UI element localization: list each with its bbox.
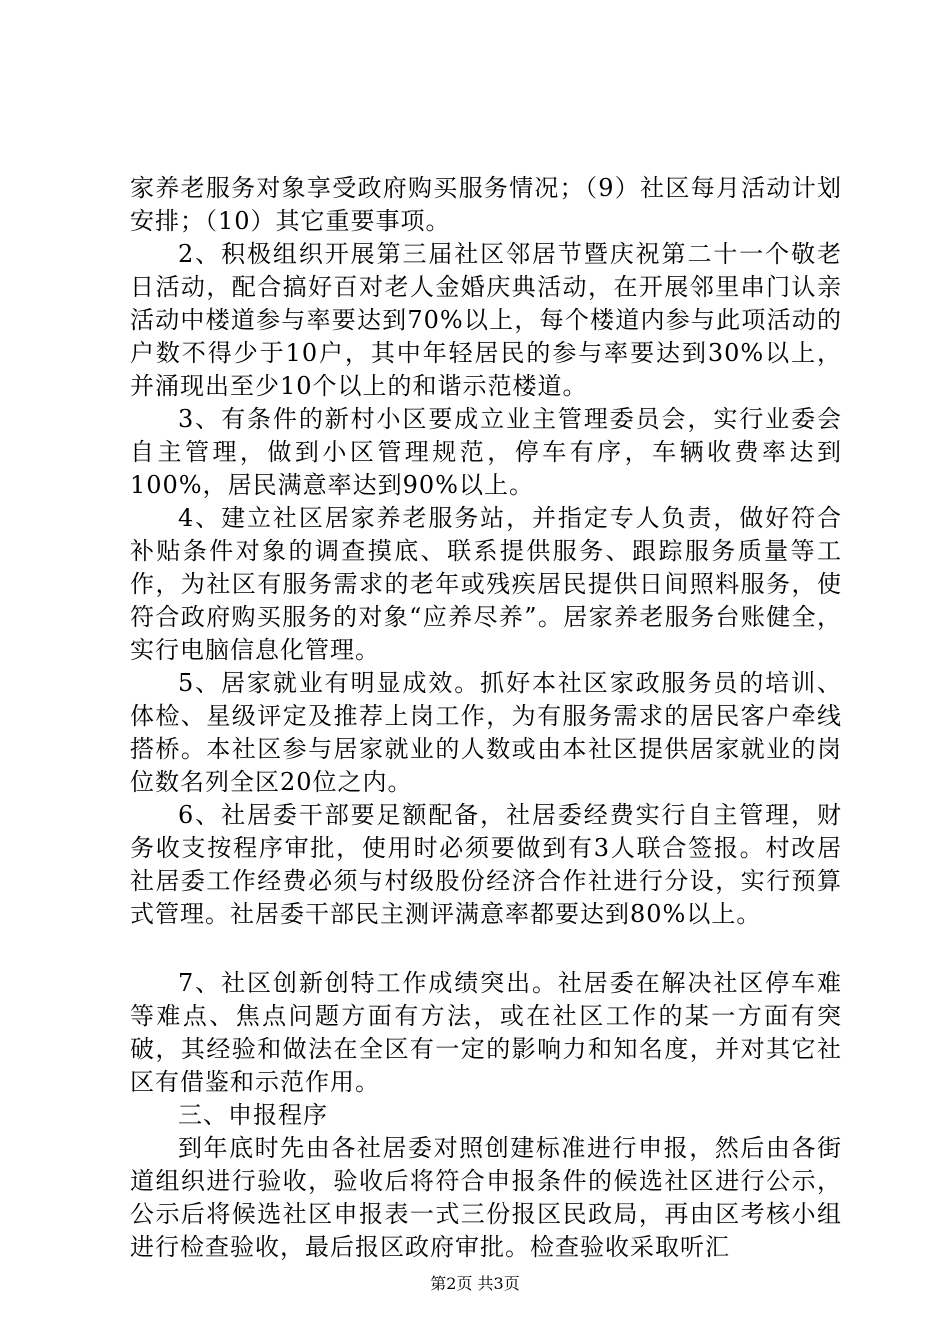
section-heading: 三、申报程序 — [178, 1101, 328, 1129]
paragraph-item-7: 7、社区创新创特工作成绩突出。社居委在解决社区停车难等难点、焦点问题方面有方法，或在社区工作的某一方面有突破，其经验和做法在全区有一定的影响力和知名度，并对其它社区有借鉴和示范作用。 — [130, 969, 842, 1096]
document-body — [130, 172, 842, 1264]
paragraph-item-3: 3、有条件的新村小区要成立业主管理委员会，实行业委会自主管理，做到小区管理规范，停车有序，车辆收费率达到100%，居民满意率达到90%以上。 — [130, 405, 842, 499]
paragraph-item-5: 5、居家就业有明显成效。抓好本社区家政服务员的培训、体检、星级评定及推荐上岗工作，为有服务需求的居民客户牵线搭桥。本社区参与居家就业的人数或由本社区提供居家就业的岗位数名列全区20位之内。 — [130, 669, 842, 796]
paragraph-item-4: 4、建立社区居家养老服务站，并指定专人负责，做好符合补贴条件对象的调查摸底、联系提供服务、跟踪服务质量等工作，为社区有服务需求的老年或残疾居民提供日间照料服务，使符合政府购买服务的对象“应养尽养”。居家养老服务台账健全，实行电脑信息化管理。 — [130, 504, 842, 664]
paragraph-item-2: 2、积极组织开展第三届社区邻居节暨庆祝第二十一个敬老日活动，配合搞好百对老人金婚庆典活动，在开展邻里串门认亲活动中楼道参与率要达到70%以上，每个楼道内参与此项活动的户数不得少于10户，其中年轻居民的参与率要达到30%以上，并涌现出至少10个以上的和谐示范楼道。 — [130, 240, 842, 400]
paragraph-continuation: 家养老服务对象享受政府购买服务情况；（9）社区每月活动计划安排；（10）其它重要事项。 — [130, 174, 842, 235]
paragraph-spacer — [130, 931, 842, 967]
paragraph-procedure: 到年底时先由各社居委对照创建标准进行申报，然后由各街道组织进行验收，验收后将符合申报条件的候选社区进行公示，公示后将候选社区申报表一式三份报区民政局，再由区考核小组进行检查验收，最后报区政府审批。检查验收采取听汇 — [130, 1134, 842, 1261]
paragraph-item-6: 6、社居委干部要足额配备，社居委经费实行自主管理，财务收支按程序审批，使用时必须要做到有3人联合签报。村改居社居委工作经费必须与村级股份经济合作社进行分设，实行预算式管理。社居委干部民主测评满意率都要达到80%以上。 — [130, 801, 842, 928]
page-footer: 第2页 共3页 — [430, 1274, 520, 1293]
